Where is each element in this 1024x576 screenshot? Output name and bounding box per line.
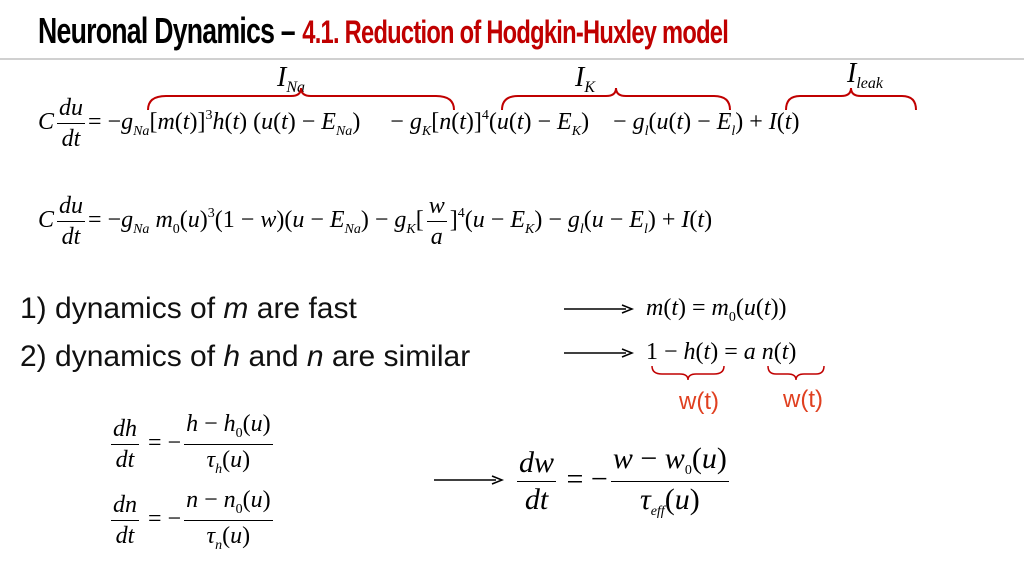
- title-main: Neuronal Dynamics –: [38, 10, 295, 51]
- annotation-w1: w(t): [679, 388, 719, 415]
- statement-m-fast: 1) dynamics of m are fast: [20, 292, 357, 325]
- label-potassium-current: $I_K$: [575, 62, 595, 96]
- arrow-right-icon: [562, 303, 634, 315]
- label-leak-current: $I_{leak}$: [847, 58, 883, 92]
- equation-dw-dt: $\frac{dw}{dt}$ = − $\frac{w - w_0(u)}{\tau_{eff}(u)}$: [519, 442, 727, 519]
- annotation-w2: w(t): [783, 386, 823, 413]
- arrow-right-icon: [562, 347, 634, 359]
- equation-dh-dt: $\frac{dh}{dt}$ = − $\frac{h - h_0(u)}{\tau_h(u)}$: [113, 411, 271, 477]
- slide-title: [38, 10, 728, 52]
- equation-m-steady-state: $m(t) = m_0(u(t))$: [646, 295, 787, 325]
- equation-h-n-relation: 1 − h(t) = a n(t): [646, 339, 797, 365]
- brace-leak: [784, 86, 918, 112]
- label-sodium-current: $I_{Na}$: [277, 62, 305, 96]
- arrow-right-icon: [432, 474, 504, 486]
- brace-w2: [766, 364, 826, 382]
- statement-h-n-similar: 2) dynamics of h and n are similar: [20, 340, 471, 373]
- equation-reduced: C $\frac{du}{dt}$ = $-g_{Na}$ $m_0(u)^3(1 - w)(u - E_{Na}) - g_K$[ $\frac{w}{a}$ ]$^4(u - E_K) - g_l(u - E_l) + I(t)$: [38, 193, 713, 250]
- equation-dn-dt: $\frac{dn}{dt}$ = − $\frac{n - n_0(u)}{\tau_n(u)}$: [113, 487, 271, 553]
- brace-w1: [650, 364, 726, 382]
- equation-hodgkin-huxley: C $\frac{du}{dt}$ = $-g_{Na}[m(t)]^3h(t) (u(t) - E_{Na})$ − $g_K[n(t)]^4(u(t) - E_K)$ − $g_l(u(t) - E_l) + I(t)$: [38, 95, 800, 152]
- title-sub: 4.1. Reduction of Hodgkin-Huxley model: [302, 14, 729, 50]
